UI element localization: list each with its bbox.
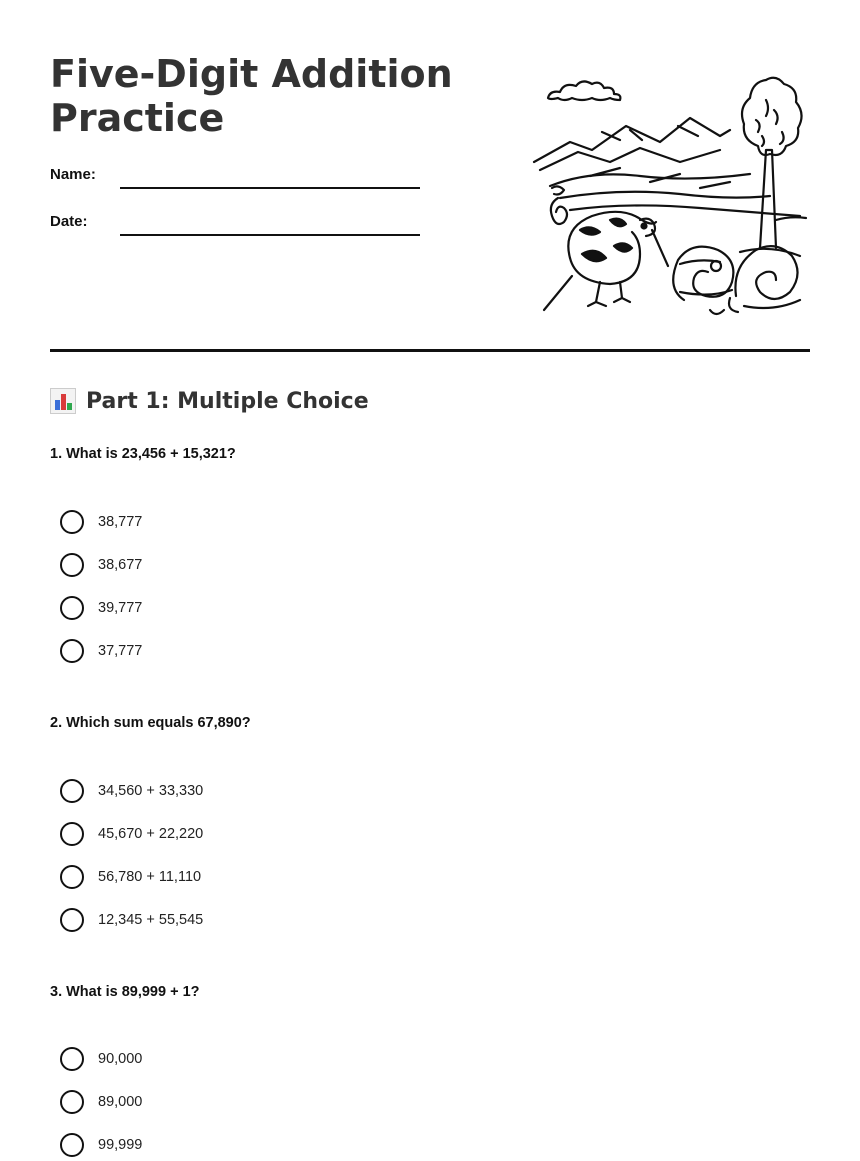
question-1-option-2[interactable] <box>60 552 142 578</box>
question-3-option-1[interactable] <box>60 1046 142 1072</box>
section-heading <box>50 388 369 414</box>
question-1-option-1[interactable] <box>60 509 142 535</box>
option-label: 12,345 + 55,545 <box>98 912 204 928</box>
date-field[interactable] <box>120 234 420 236</box>
option-label: 37,777 <box>98 643 143 659</box>
option-label: 90,000 <box>98 1051 143 1067</box>
radio-button[interactable] <box>60 596 84 620</box>
title-line-2: Practice <box>50 96 225 140</box>
option-label: 38,777 <box>98 514 143 530</box>
radio-button[interactable] <box>60 1133 84 1157</box>
question-3-text: 3. What is 89,999 + 1? <box>50 984 200 1000</box>
question-2-option-2[interactable] <box>60 821 203 847</box>
question-1-option-3[interactable] <box>60 595 142 621</box>
bar-chart-icon <box>50 388 76 414</box>
option-label: 56,780 + 11,110 <box>98 869 202 885</box>
question-2-option-4[interactable] <box>60 907 203 933</box>
radio-button[interactable] <box>60 1047 84 1071</box>
kiwi-landscape-illustration <box>530 70 810 320</box>
option-label: 45,670 + 22,220 <box>98 826 204 842</box>
name-field[interactable] <box>120 187 420 189</box>
option-label: 89,000 <box>98 1094 143 1110</box>
question-1-option-4[interactable] <box>60 638 142 664</box>
header-divider <box>50 349 810 352</box>
radio-button[interactable] <box>60 908 84 932</box>
question-3-option-2[interactable] <box>60 1089 142 1115</box>
section-title: Part 1: Multiple Choice <box>86 388 369 414</box>
question-2-option-1[interactable] <box>60 778 203 804</box>
name-label: Name: <box>50 166 96 183</box>
radio-button[interactable] <box>60 1090 84 1114</box>
question-2-option-3[interactable] <box>60 864 201 890</box>
option-label: 99,999 <box>98 1137 143 1153</box>
radio-button[interactable] <box>60 553 84 577</box>
page-title <box>50 52 470 140</box>
radio-button[interactable] <box>60 822 84 846</box>
date-label: Date: <box>50 213 88 230</box>
question-1-text: 1. What is 23,456 + 15,321? <box>50 446 236 462</box>
option-label: 39,777 <box>98 600 143 616</box>
question-2-text: 2. Which sum equals 67,890? <box>50 715 251 731</box>
option-label: 38,677 <box>98 557 143 573</box>
radio-button[interactable] <box>60 639 84 663</box>
question-3-option-3[interactable] <box>60 1132 142 1158</box>
option-label: 34,560 + 33,330 <box>98 783 204 799</box>
radio-button[interactable] <box>60 865 84 889</box>
title-line-1: Five-Digit Addition <box>50 52 453 96</box>
radio-button[interactable] <box>60 779 84 803</box>
radio-button[interactable] <box>60 510 84 534</box>
